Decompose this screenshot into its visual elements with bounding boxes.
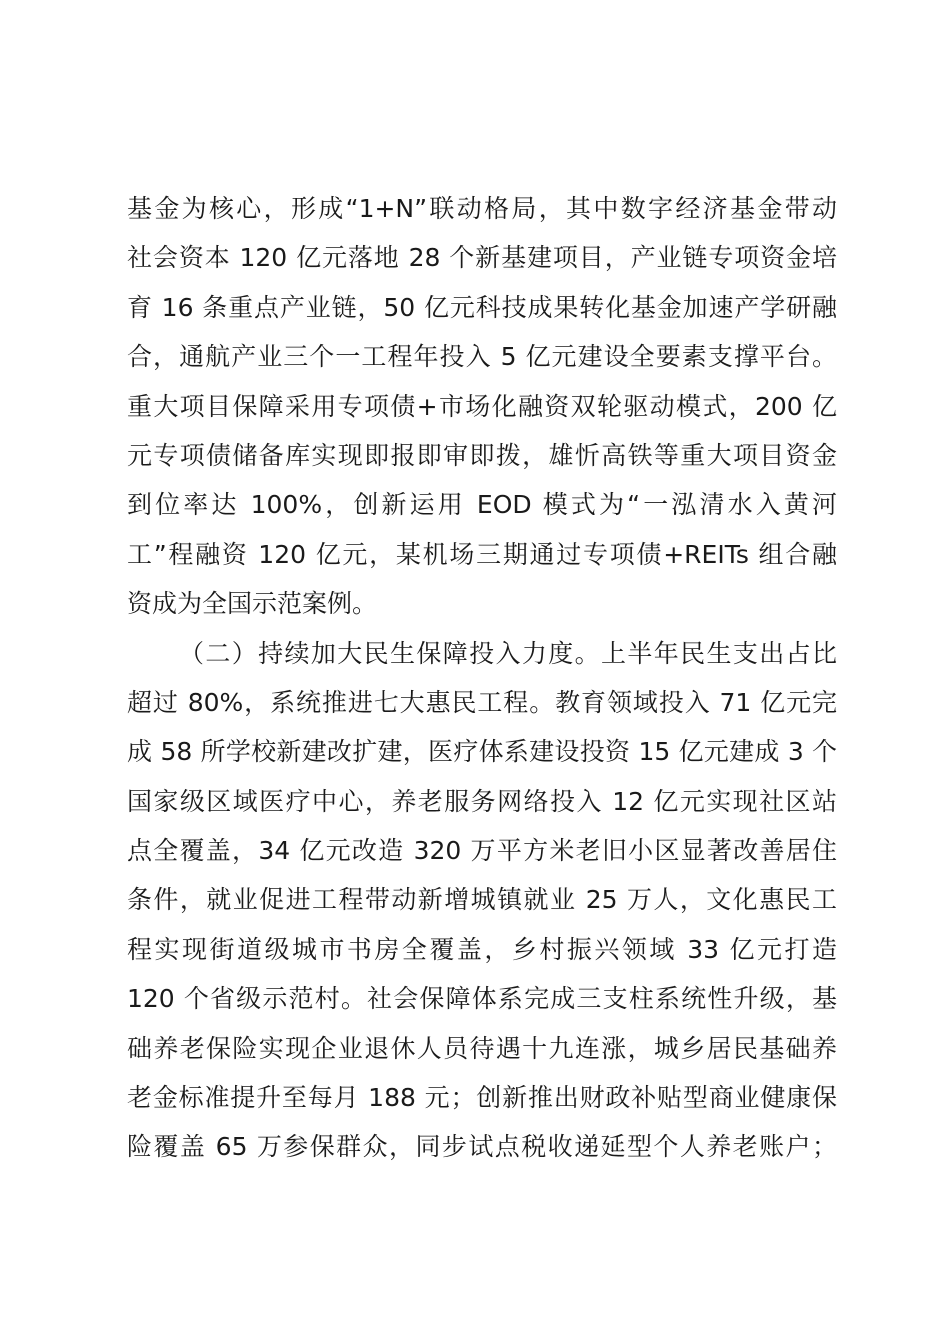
text-line: 条件，就业促进工程带动新增城镇就业 25 万人，文化惠民工 [127,885,837,915]
section-heading-line: （二）持续加大民生保障投入力度。上半年民生支出占比 [179,638,837,668]
text-line: 合，通航产业三个一工程年投入 5 亿元建设全要素支撑平台。 [127,342,837,372]
text-line: 元专项债储备库实现即报即审即拨，雄忻高铁等重大项目资金 [127,440,837,470]
text-line: 点全覆盖，34 亿元改造 320 万平方米老旧小区显著改善居住 [127,836,837,866]
text-line: 础养老保险实现企业退休人员待遇十九连涨，城乡居民基础养 [127,1033,837,1063]
document-body [127,184,837,1172]
text-line: 成 58 所学校新建改扩建，医疗体系建设投资 15 亿元建成 3 个 [127,737,837,767]
paragraph-fund-investment [127,184,837,629]
text-line: 国家级区域医疗中心，养老服务网络投入 12 亿元实现社区站 [127,786,837,816]
text-line: 重大项目保障采用专项债+市场化融资双轮驱动模式，200 亿 [127,391,837,421]
text-line: 超过 80%，系统推进七大惠民工程。教育领域投入 71 亿元完 [127,687,837,717]
text-line: 资成为全国示范案例。 [127,589,378,619]
text-line: 到位率达 100%，创新运用 EOD 模式为“一泓清水入黄河 [127,490,837,520]
text-line: 社会资本 120 亿元落地 28 个新基建项目，产业链专项资金培 [127,243,837,273]
text-line: 基金为核心，形成“1+N”联动格局，其中数字经济基金带动 [127,194,837,223]
text-line: 老金标准提升至每月 188 元；创新推出财政补贴型商业健康保 [127,1083,837,1113]
text-line: 育 16 条重点产业链，50 亿元科技成果转化基金加速产学研融 [127,292,837,322]
text-line: 工”程融资 120 亿元，某机场三期通过专项债+REITs 组合融 [127,539,837,569]
text-line: 程实现街道级城市书房全覆盖，乡村振兴领域 33 亿元打造 [127,934,837,964]
text-line: 险覆盖 65 万参保群众，同步试点税收递延型个人养老账户； [127,1132,837,1162]
paragraph-livelihood-security [127,629,837,1172]
text-line: 120 个省级示范村。社会保障体系完成三支柱系统性升级，基 [127,984,837,1014]
